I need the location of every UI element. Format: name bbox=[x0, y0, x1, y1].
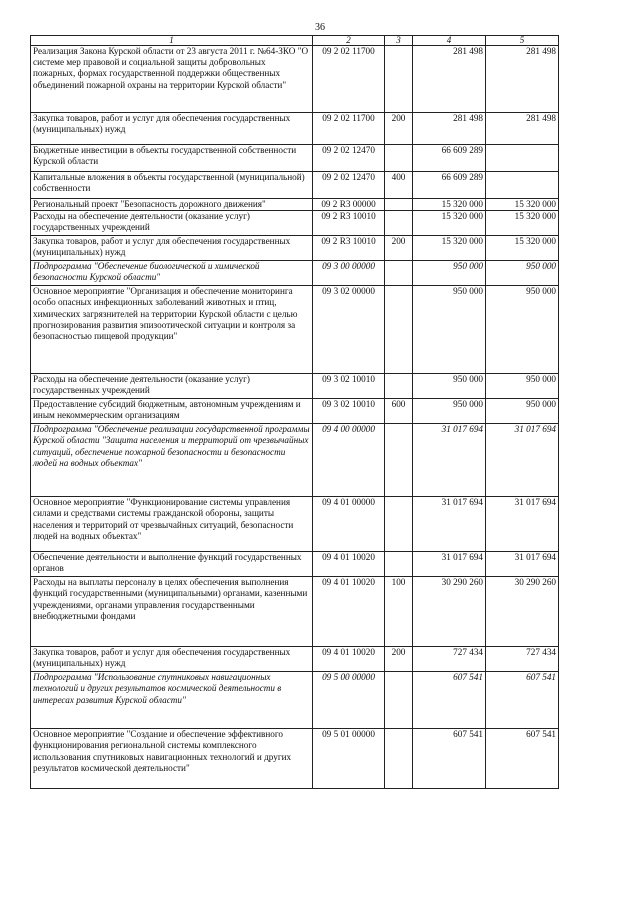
row-code: 09 3 02 10010 bbox=[313, 399, 385, 424]
row-sum-2 bbox=[486, 172, 559, 199]
row-code: 09 2 02 12470 bbox=[313, 145, 385, 172]
row-vr: 200 bbox=[385, 113, 413, 145]
row-sum-1: 15 320 000 bbox=[413, 211, 486, 236]
row-sum-1: 31 017 694 bbox=[413, 552, 486, 577]
table-row bbox=[31, 399, 559, 424]
row-code: 09 4 01 10020 bbox=[313, 552, 385, 577]
row-name: Подпрограмма "Обеспечение биологической и химической безопасности Курской области" bbox=[31, 261, 313, 286]
row-name: Бюджетные инвестиции в объекты государственной собственности Курской области bbox=[31, 145, 313, 172]
row-sum-2: 950 000 bbox=[486, 399, 559, 424]
row-sum-1: 15 320 000 bbox=[413, 199, 486, 211]
row-sum-1: 30 290 260 bbox=[413, 577, 486, 647]
row-name: Основное мероприятие "Функционирование системы управления силами и средствами системы гражданской обороны, защиты населения и территорий от чрезвычайных ситуаций, безопасности людей на водных объектах" bbox=[31, 497, 313, 552]
table-row bbox=[31, 236, 559, 261]
row-code: 09 5 00 00000 bbox=[313, 672, 385, 729]
row-sum-1: 950 000 bbox=[413, 399, 486, 424]
row-sum-1: 281 498 bbox=[413, 113, 486, 145]
row-code: 09 2 02 11700 bbox=[313, 113, 385, 145]
row-sum-1: 950 000 bbox=[413, 374, 486, 399]
row-name: Закупка товаров, работ и услуг для обеспечения государственных (муниципальных) нужд bbox=[31, 113, 313, 145]
row-name: Региональный проект "Безопасность дорожного движения" bbox=[31, 199, 313, 211]
row-code: 09 3 02 10010 bbox=[313, 374, 385, 399]
row-vr: 600 bbox=[385, 399, 413, 424]
row-name: Обеспечение деятельности и выполнение функций государственных органов bbox=[31, 552, 313, 577]
row-vr bbox=[385, 729, 413, 789]
row-vr: 400 bbox=[385, 172, 413, 199]
table-row bbox=[31, 577, 559, 647]
table-row bbox=[31, 211, 559, 236]
table-row bbox=[31, 261, 559, 286]
header-col-3: 3 bbox=[385, 36, 413, 46]
table-row bbox=[31, 424, 559, 497]
page-number: 36 bbox=[315, 22, 325, 33]
row-code: 09 2 R3 00000 bbox=[313, 199, 385, 211]
row-sum-2: 607 541 bbox=[486, 672, 559, 729]
row-sum-2: 31 017 694 bbox=[486, 497, 559, 552]
row-code: 09 2 R3 10010 bbox=[313, 211, 385, 236]
row-vr bbox=[385, 46, 413, 113]
row-code: 09 4 01 10020 bbox=[313, 577, 385, 647]
row-name: Предоставление субсидий бюджетным, автономным учреждениям и иным некоммерческим организациям bbox=[31, 399, 313, 424]
table-row bbox=[31, 672, 559, 729]
row-vr: 200 bbox=[385, 647, 413, 672]
table-row bbox=[31, 729, 559, 789]
row-code: 09 4 00 00000 bbox=[313, 424, 385, 497]
row-vr: 100 bbox=[385, 577, 413, 647]
row-sum-2: 31 017 694 bbox=[486, 552, 559, 577]
row-code: 09 4 01 10020 bbox=[313, 647, 385, 672]
row-sum-2: 281 498 bbox=[486, 46, 559, 113]
header-row bbox=[31, 36, 559, 46]
row-name: Закупка товаров, работ и услуг для обеспечения государственных (муниципальных) нужд bbox=[31, 236, 313, 261]
row-sum-2: 727 434 bbox=[486, 647, 559, 672]
row-sum-2: 15 320 000 bbox=[486, 199, 559, 211]
header-col-2: 2 bbox=[313, 36, 385, 46]
row-sum-2: 950 000 bbox=[486, 286, 559, 374]
row-sum-1: 66 609 289 bbox=[413, 145, 486, 172]
budget-table bbox=[30, 35, 559, 789]
row-name: Подпрограмма "Обеспечение реализации государственной программы Курской области "Защита населения и территорий от чрезвычайных ситуаций, обеспечение пожарной безопасности и безопасности людей на водных объектах" bbox=[31, 424, 313, 497]
row-sum-1: 607 541 bbox=[413, 729, 486, 789]
row-vr bbox=[385, 211, 413, 236]
table-row bbox=[31, 199, 559, 211]
row-vr bbox=[385, 261, 413, 286]
row-sum-2: 281 498 bbox=[486, 113, 559, 145]
table-row bbox=[31, 497, 559, 552]
row-name: Основное мероприятие "Создание и обеспечение эффективного функционирования региональной системы комплексного использования спутниковых навигационных технологий и других результатов космической деятельности" bbox=[31, 729, 313, 789]
row-sum-1: 727 434 bbox=[413, 647, 486, 672]
row-code: 09 3 02 00000 bbox=[313, 286, 385, 374]
header-col-4: 4 bbox=[413, 36, 486, 46]
table-row bbox=[31, 46, 559, 113]
row-sum-2: 950 000 bbox=[486, 261, 559, 286]
row-vr bbox=[385, 199, 413, 211]
row-sum-2: 30 290 260 bbox=[486, 577, 559, 647]
row-sum-1: 66 609 289 bbox=[413, 172, 486, 199]
table-row bbox=[31, 145, 559, 172]
row-vr: 200 bbox=[385, 236, 413, 261]
row-name: Расходы на обеспечение деятельности (оказание услуг) государственных учреждений bbox=[31, 374, 313, 399]
row-sum-2: 15 320 000 bbox=[486, 211, 559, 236]
header-col-5: 5 bbox=[486, 36, 559, 46]
table-row bbox=[31, 172, 559, 199]
row-name: Закупка товаров, работ и услуг для обеспечения государственных (муниципальных) нужд bbox=[31, 647, 313, 672]
row-code: 09 4 01 00000 bbox=[313, 497, 385, 552]
row-name: Реализация Закона Курской области от 23 августа 2011 г. №64-ЗКО "О системе мер правовой и социальной защиты добровольных пожарных, формах государственной поддержки общественных объединений пожарной охраны на территории Курской области" bbox=[31, 46, 313, 113]
row-sum-2: 607 541 bbox=[486, 729, 559, 789]
table-row bbox=[31, 647, 559, 672]
row-sum-1: 31 017 694 bbox=[413, 497, 486, 552]
row-name: Основное мероприятие "Организация и обеспечение мониторинга особо опасных инфекционных заболеваний животных и птиц, химических загрязнителей на территории Курской области с целью прогнозирования развития эпизоотической ситуации и контроля за безопасностью пищевой продукции" bbox=[31, 286, 313, 374]
row-sum-1: 15 320 000 bbox=[413, 236, 486, 261]
row-sum-2: 15 320 000 bbox=[486, 236, 559, 261]
row-vr bbox=[385, 424, 413, 497]
row-sum-2: 950 000 bbox=[486, 374, 559, 399]
row-code: 09 2 02 11700 bbox=[313, 46, 385, 113]
row-sum-1: 281 498 bbox=[413, 46, 486, 113]
row-vr bbox=[385, 672, 413, 729]
header-col-1: 1 bbox=[31, 36, 313, 46]
row-code: 09 3 00 00000 bbox=[313, 261, 385, 286]
row-vr bbox=[385, 145, 413, 172]
table-row bbox=[31, 286, 559, 374]
row-name: Расходы на выплаты персоналу в целях обеспечения выполнения функций государственными (муниципальными) органами, казенными учреждениями, органами управления государственными внебюджетными фондами bbox=[31, 577, 313, 647]
table-row bbox=[31, 374, 559, 399]
row-sum-1: 950 000 bbox=[413, 261, 486, 286]
row-vr bbox=[385, 497, 413, 552]
row-sum-2 bbox=[486, 145, 559, 172]
row-code: 09 2 02 12470 bbox=[313, 172, 385, 199]
row-sum-2: 31 017 694 bbox=[486, 424, 559, 497]
table-row bbox=[31, 552, 559, 577]
row-name: Подпрограмма "Использование спутниковых навигационных технологий и других результатов космической деятельности в интересах развития Курской области" bbox=[31, 672, 313, 729]
row-code: 09 2 R3 10010 bbox=[313, 236, 385, 261]
row-name: Расходы на обеспечение деятельности (оказание услуг) государственных учреждений bbox=[31, 211, 313, 236]
row-vr bbox=[385, 286, 413, 374]
row-sum-1: 607 541 bbox=[413, 672, 486, 729]
row-vr bbox=[385, 552, 413, 577]
row-name: Капитальные вложения в объекты государственной (муниципальной) собственности bbox=[31, 172, 313, 199]
row-code: 09 5 01 00000 bbox=[313, 729, 385, 789]
row-vr bbox=[385, 374, 413, 399]
row-sum-1: 950 000 bbox=[413, 286, 486, 374]
row-sum-1: 31 017 694 bbox=[413, 424, 486, 497]
table-row bbox=[31, 113, 559, 145]
